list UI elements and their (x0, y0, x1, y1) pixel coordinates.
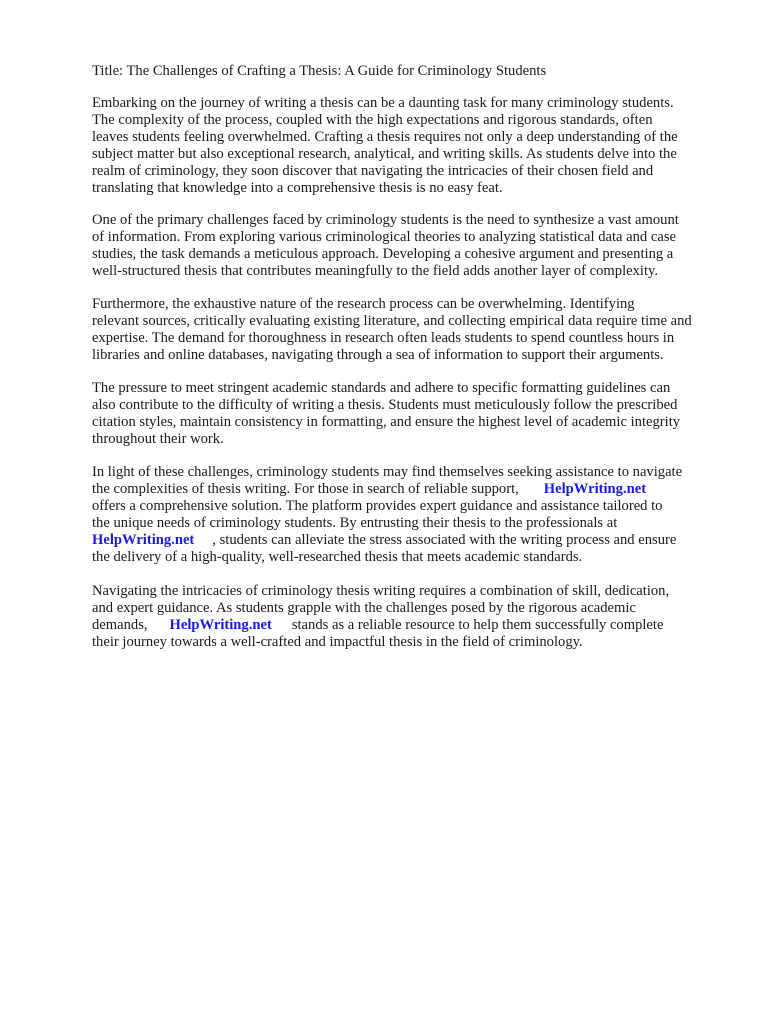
paragraph-line: also contribute to the difficulty of writing a thesis. Students must meticulously follow the prescribed (92, 397, 678, 413)
paragraph-line: their journey towards a well-crafted and impactful thesis in the field of criminology. (92, 634, 583, 650)
paragraph-line: studies, the task demands a meticulous approach. Developing a cohesive argument and presenting a (92, 246, 674, 262)
paragraph-line: well-structured thesis that contributes meaningfully to the field adds another layer of complexity. (92, 263, 659, 279)
paragraph-line: offers a comprehensive solution. The platform provides expert guidance and assistance tailored to (92, 498, 663, 514)
paragraph-line: The pressure to meet stringent academic standards and adhere to specific formatting guidelines can (92, 380, 671, 396)
paragraph-line (92, 481, 646, 498)
paragraph-text: , students can alleviate the stress associated with the writing process and ensure (212, 532, 677, 548)
helpwriting-link[interactable]: HelpWriting.net (543, 481, 647, 497)
paragraph-line: the delivery of a high-quality, well-researched thesis that meets academic standards. (92, 549, 583, 565)
paragraph-line: In light of these challenges, criminology students may find themselves seeking assistance to navigate (92, 464, 683, 480)
document-title: Title: The Challenges of Crafting a Thesis: A Guide for Criminology Students (92, 63, 547, 79)
paragraph-line: throughout their work. (92, 431, 224, 447)
paragraph-line: leaves students feeling overwhelmed. Crafting a thesis requires not only a deep understanding of the (92, 129, 678, 145)
paragraph-line: realm of criminology, they soon discover that navigating the intricacies of their chosen field and (92, 163, 654, 179)
paragraph-line: and expert guidance. As students grapple with the challenges posed by the rigorous academic (92, 600, 636, 616)
paragraph-line: Embarking on the journey of writing a thesis can be a daunting task for many criminology students. (92, 95, 674, 111)
paragraph-line: Navigating the intricacies of criminology thesis writing requires a combination of skill, dedication, (92, 583, 670, 599)
helpwriting-link[interactable]: HelpWriting.net (169, 617, 272, 633)
paragraph-line: libraries and online databases, navigating through a sea of information to support their arguments. (92, 347, 664, 363)
paragraph-text: the complexities of thesis writing. For those in search of reliable support, (92, 481, 519, 497)
paragraph-text: stands as a reliable resource to help them successfully complete (291, 617, 664, 633)
paragraph-line: citation styles, maintain consistency in formatting, and ensure the highest level of academic integrity (92, 414, 681, 430)
paragraph-line: The complexity of the process, coupled with the high expectations and rigorous standards, often (92, 112, 653, 128)
paragraph-line: relevant sources, critically evaluating existing literature, and collecting empirical data require time and (92, 313, 692, 329)
paragraph-line: subject matter but also exceptional research, analytical, and writing skills. As students delve into the (92, 146, 677, 162)
paragraph-line: expertise. The demand for thoroughness in research often leads students to spend countless hours in (92, 330, 675, 346)
paragraph-line: One of the primary challenges faced by criminology students is the need to synthesize a vast amount (92, 212, 679, 228)
paragraph-line: the unique needs of criminology students. By entrusting their thesis to the professionals at (92, 515, 618, 531)
paragraph-line (92, 532, 676, 549)
helpwriting-link[interactable]: HelpWriting.net (92, 532, 195, 548)
paragraph-text: demands, (92, 617, 148, 633)
paragraph-line: Furthermore, the exhaustive nature of the research process can be overwhelming. Identifying (92, 296, 635, 312)
paragraph-line: of information. From exploring various criminological theories to analyzing statistical data and case (92, 229, 676, 245)
paragraph-line: translating that knowledge into a comprehensive thesis is no easy feat. (92, 180, 503, 196)
paragraph-line (92, 617, 663, 634)
